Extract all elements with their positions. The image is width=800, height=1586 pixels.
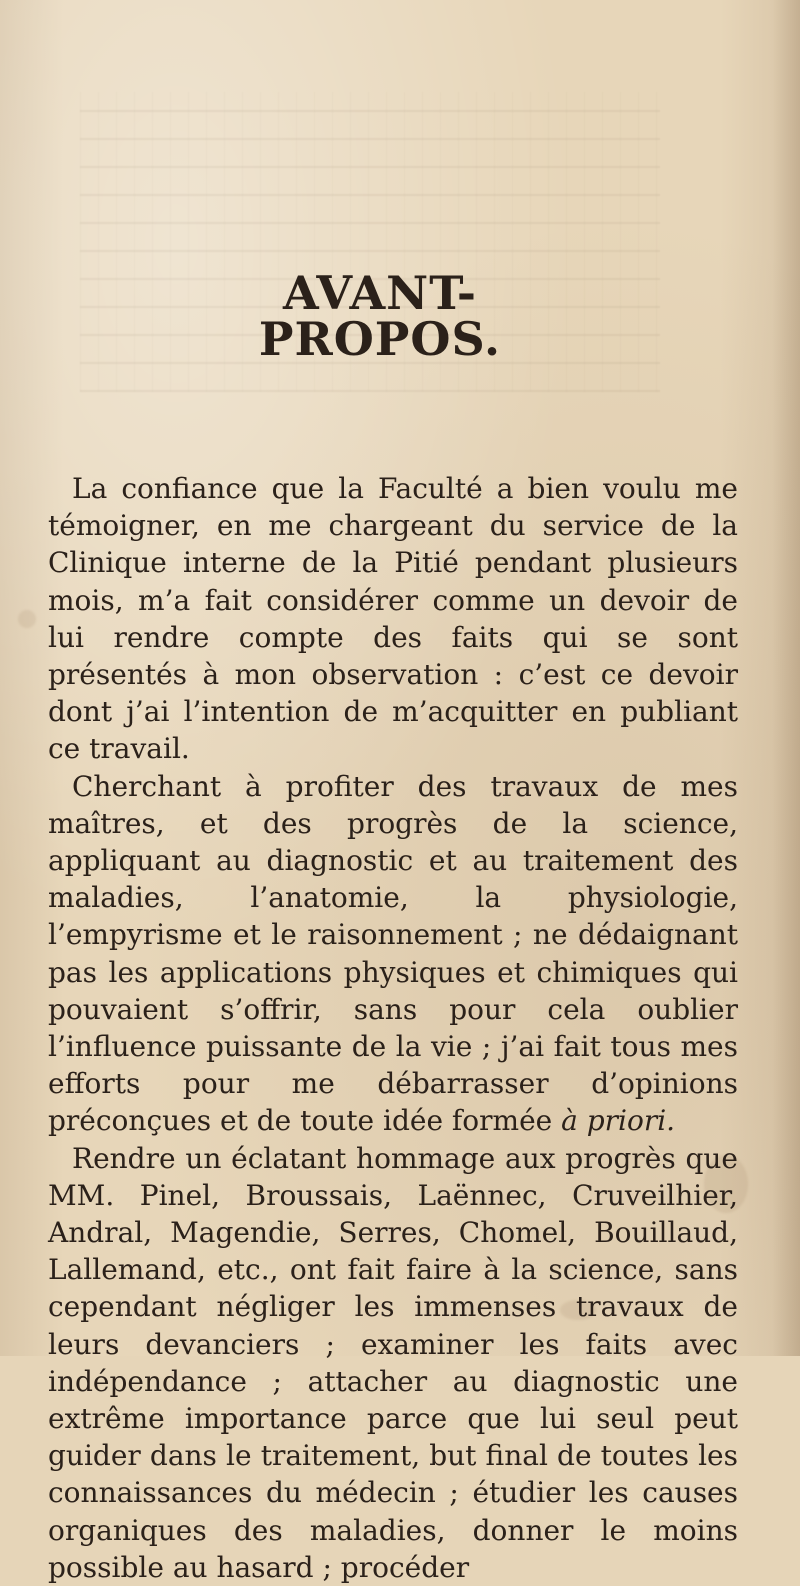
paragraph-2-text: Cherchant à profiter des travaux de mes maîtres, et des progrès de la science, appliquant au diagnostic et au traitement des maladies, l’anatomie, la physiologie, l’empyrisme et le raisonnement ; ne dédaignant pas les applications physiques et chimiques qui pouvaient s’offrir, sans pour cela oublier l’influence puissante de la vie ; j’ai fait tous mes efforts pour me débarrasser d’opinions préconçues et de toute idée formée — [48, 769, 738, 1138]
document-body — [48, 470, 738, 1586]
page-title: AVANT-PROPOS. — [258, 266, 502, 366]
paragraph-2-emphasis: à priori. — [561, 1104, 676, 1138]
paragraph-2 — [48, 768, 738, 1140]
page-edge-shadow — [772, 0, 800, 1356]
paper-stain — [18, 610, 36, 628]
paragraph-1: La confiance que la Faculté a bien voulu me témoigner, en me chargeant du service de la Clinique interne de la Pitié pendant plusieurs mois, m’a fait considérer comme un devoir de lui rendre compte des faits qui se sont présentés à mon observation : c’est ce devoir dont j’ai l’intention de m’acquitter en publiant ce travail. — [48, 472, 738, 766]
paragraph-3: Rendre un éclatant hommage aux progrès que MM. Pinel, Broussais, Laënnec, Cruveilhier, Andral, Magendie, Serres, Chomel, Bouillaud, Lallemand, etc., ont fait faire à la science, sans cependant négliger les immenses travaux de leurs devanciers ; examiner les faits avec indépendance ; attacher au diagnostic une extrême importance parce que lui seul peut guider dans le traitement, but final de toutes les connaissances du médecin ; étudier les causes organiques des maladies, donner le moins possible au hasard ; procéder — [48, 1141, 738, 1584]
